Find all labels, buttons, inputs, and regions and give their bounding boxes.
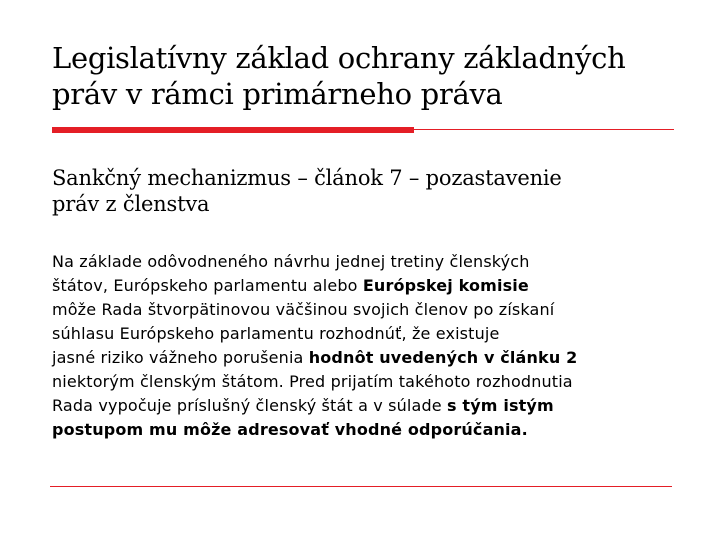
body-line-7-bold: s tým istým (447, 396, 554, 415)
body-line-5-text: jasné riziko vážneho porušenia (52, 348, 309, 367)
body-line-1: Na základe odôvodneného návrhu jednej tretiny členských (52, 252, 530, 271)
body-paragraph (52, 250, 692, 442)
body-line-2-text: štátov, Európskeho parlamentu alebo (52, 276, 363, 295)
body-line-7-text: Rada vypočuje príslušný členský štát a v súlade (52, 396, 447, 415)
body-line-2-bold: Európskej komisie (362, 276, 529, 295)
slide-subtitle (52, 165, 692, 217)
body-line-5 (52, 346, 692, 370)
title-line-1: Legislatívny základ ochrany základných (52, 41, 626, 75)
subtitle-line-2: práv z členstva (52, 192, 210, 216)
slide-title (52, 40, 692, 112)
title-accent-bar (52, 127, 414, 133)
body-line-8: postupom mu môže adresovať vhodné odporúčania. (52, 420, 528, 439)
subtitle-line-1: Sankčný mechanizmus – článok 7 – pozastavenie (52, 166, 562, 190)
body-line-2 (52, 274, 692, 298)
body-line-3: môže Rada štvorpätinovou väčšinou svojich členov po získaní (52, 300, 555, 319)
body-line-4: súhlasu Európskeho parlamentu rozhodnúť, že existuje (52, 324, 500, 343)
title-line-2: práv v rámci primárneho práva (52, 77, 503, 111)
title-divider-line (414, 129, 674, 130)
body-line-6: niektorým členským štátom. Pred prijatím takéhoto rozhodnutia (52, 372, 573, 391)
bottom-divider-line (50, 486, 672, 487)
body-line-7 (52, 394, 692, 418)
body-line-5-bold: hodnôt uvedených v článku 2 (308, 348, 578, 367)
